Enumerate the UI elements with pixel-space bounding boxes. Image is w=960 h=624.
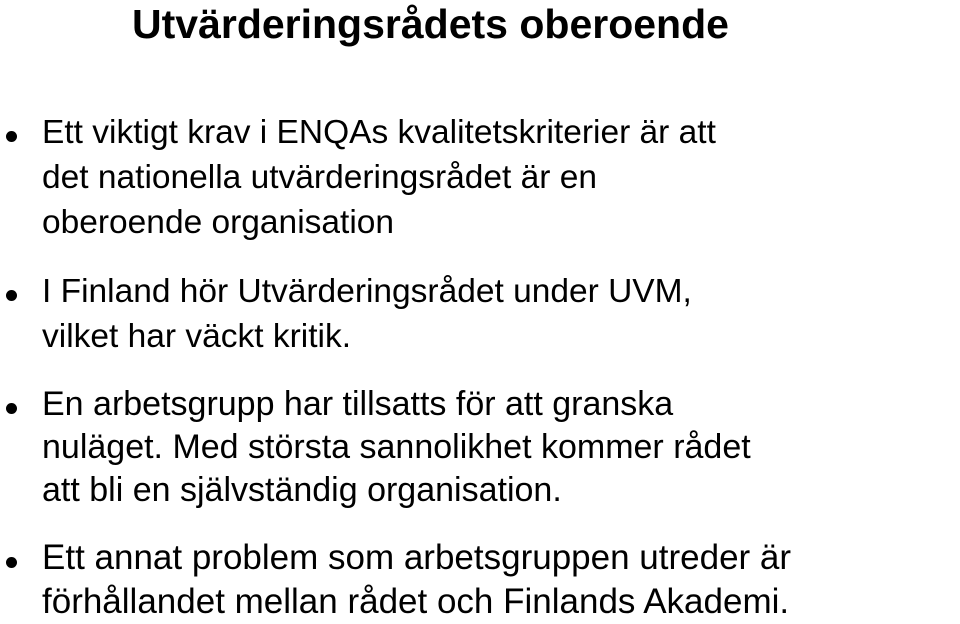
bullet-line: det nationella utvärderingsrådet är en [42,159,597,196]
bullet-dot-icon [6,557,17,568]
bullet-line: oberoende organisation [42,204,395,241]
bullet-line: nuläget. Med största sannolikhet kommer rådet [42,428,751,466]
bullet-line: I Finland hör Utvärderingsrådet under UVM, [42,273,692,310]
bullet-dot-icon [6,131,17,142]
bullet-line: vilket har väckt kritik. [42,318,352,355]
slide-title: Utvärderingsrådets oberoende [132,1,729,47]
bullet-line: förhållandet mellan rådet och Finlands Akademi. [42,582,790,621]
bullet-line: En arbetsgrupp har tillsatts för att granska [42,385,674,423]
bullet-line: Ett viktigt krav i ENQAs kvalitetskriterier är att [42,114,716,151]
bullet-line: Ett annat problem som arbetsgruppen utreder är [42,538,792,577]
bullet-text [42,110,960,245]
bullet-text [42,536,960,624]
bullet-text [42,383,960,512]
bullet-text [42,269,960,359]
bullet-dot-icon [6,290,17,301]
bullet-dot-icon [6,403,17,414]
bullet-line: att bli en självständig organisation. [42,471,562,509]
